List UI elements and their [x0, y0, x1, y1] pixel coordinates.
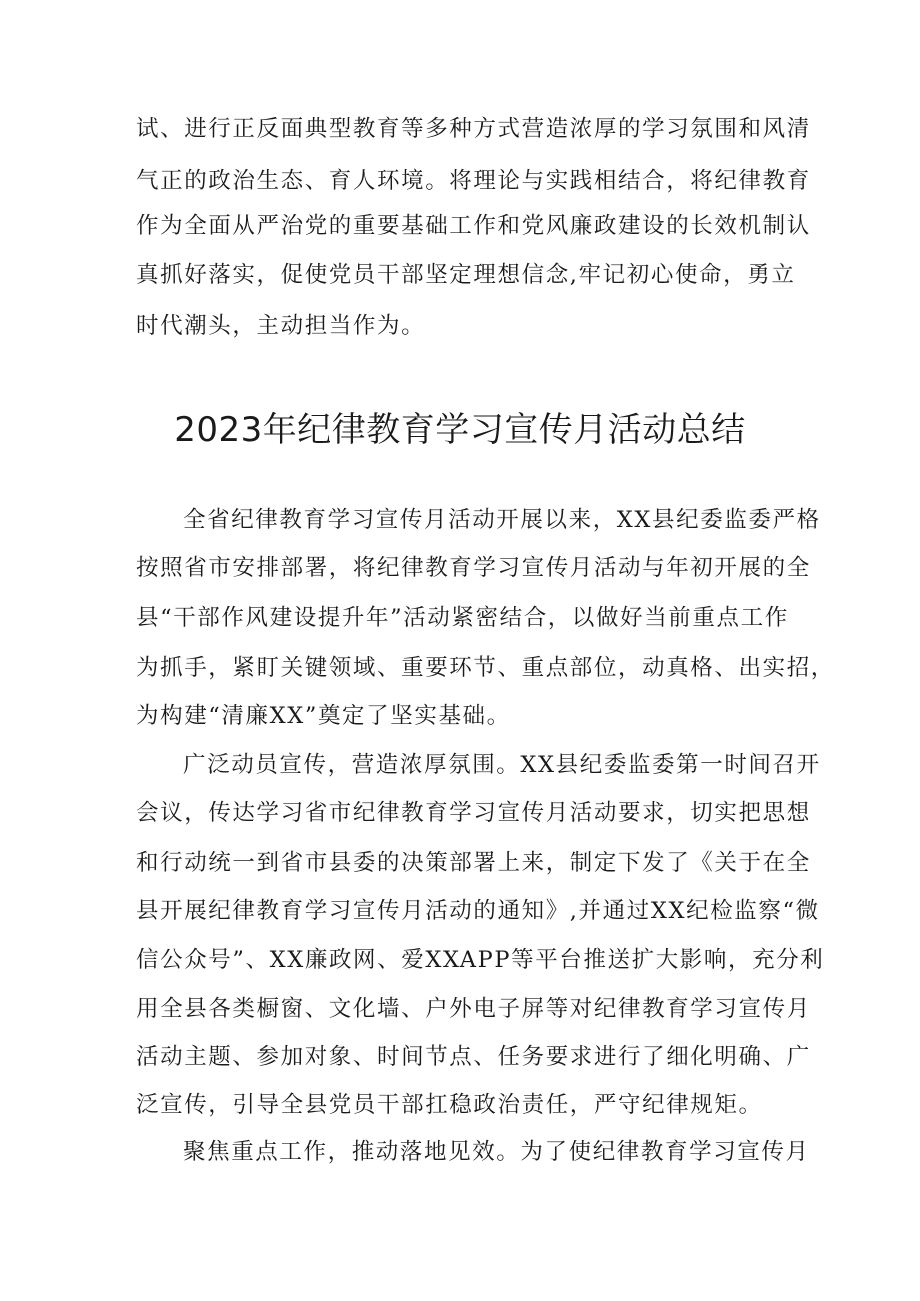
- text-line: 信公众号”、XX廉政网、爱XXAPP等平台推送扩大影响，充分利: [136, 947, 825, 973]
- text-line: 泛宣传，引导全县党员干部扛稳政治责任，严守纪律规矩。: [136, 1092, 763, 1118]
- text-line: 真抓好落实，促使党员干部坚定理想信念,牢记初心使命，勇立: [136, 262, 796, 288]
- text-line: 聚焦重点工作，推动落地见效。为了使纪律教育学习宣传月: [183, 1139, 810, 1165]
- text-line: 时代潮头，主动担当作为。: [136, 313, 426, 339]
- text-line: 作为全面从严治党的重要基础工作和党风廉政建设的长效机制认: [136, 213, 811, 239]
- text-line: 全省纪律教育学习宣传月活动开展以来，XX县纪委监委严格: [183, 507, 821, 533]
- text-line: 县“干部作风建设提升年”活动紧密结合，以做好当前重点工作: [136, 605, 789, 631]
- text-line: 和行动统一到省市县委的决策部署上来，制定下发了《关于在全: [136, 850, 811, 876]
- text-line: 县开展纪律教育学习宣传月活动的通知》,并通过XX纪检监察“微: [136, 898, 820, 924]
- text-line: 会议，传达学习省市纪律教育学习宣传月活动要求，切实把思想: [136, 800, 811, 826]
- text-line: 为构建“清廉XX”奠定了坚实基础。: [136, 703, 511, 729]
- text-line: 为抓手，紧盯关键领域、重要环节、重点部位，动真格、出实招，: [136, 655, 835, 681]
- text-line: 用全县各类橱窗、文化墙、户外电子屏等对纪律教育学习宣传月: [136, 996, 811, 1022]
- text-line: 广泛动员宣传，营造浓厚氛围。XX县纪委监委第一时间召开: [183, 752, 821, 778]
- text-line: 试、进行正反面典型教育等多种方式营造浓厚的学习氛围和风清: [136, 116, 811, 142]
- document-title: 2023年纪律教育学习宣传月活动总结: [174, 410, 746, 450]
- text-line: 气正的政治生态、育人环境。将理论与实践相结合，将纪律教育: [136, 168, 811, 194]
- text-line: 活动主题、参加对象、时间节点、任务要求进行了细化明确、广: [136, 1044, 811, 1070]
- text-line: 按照省市安排部署，将纪律教育学习宣传月活动与年初开展的全: [136, 555, 811, 581]
